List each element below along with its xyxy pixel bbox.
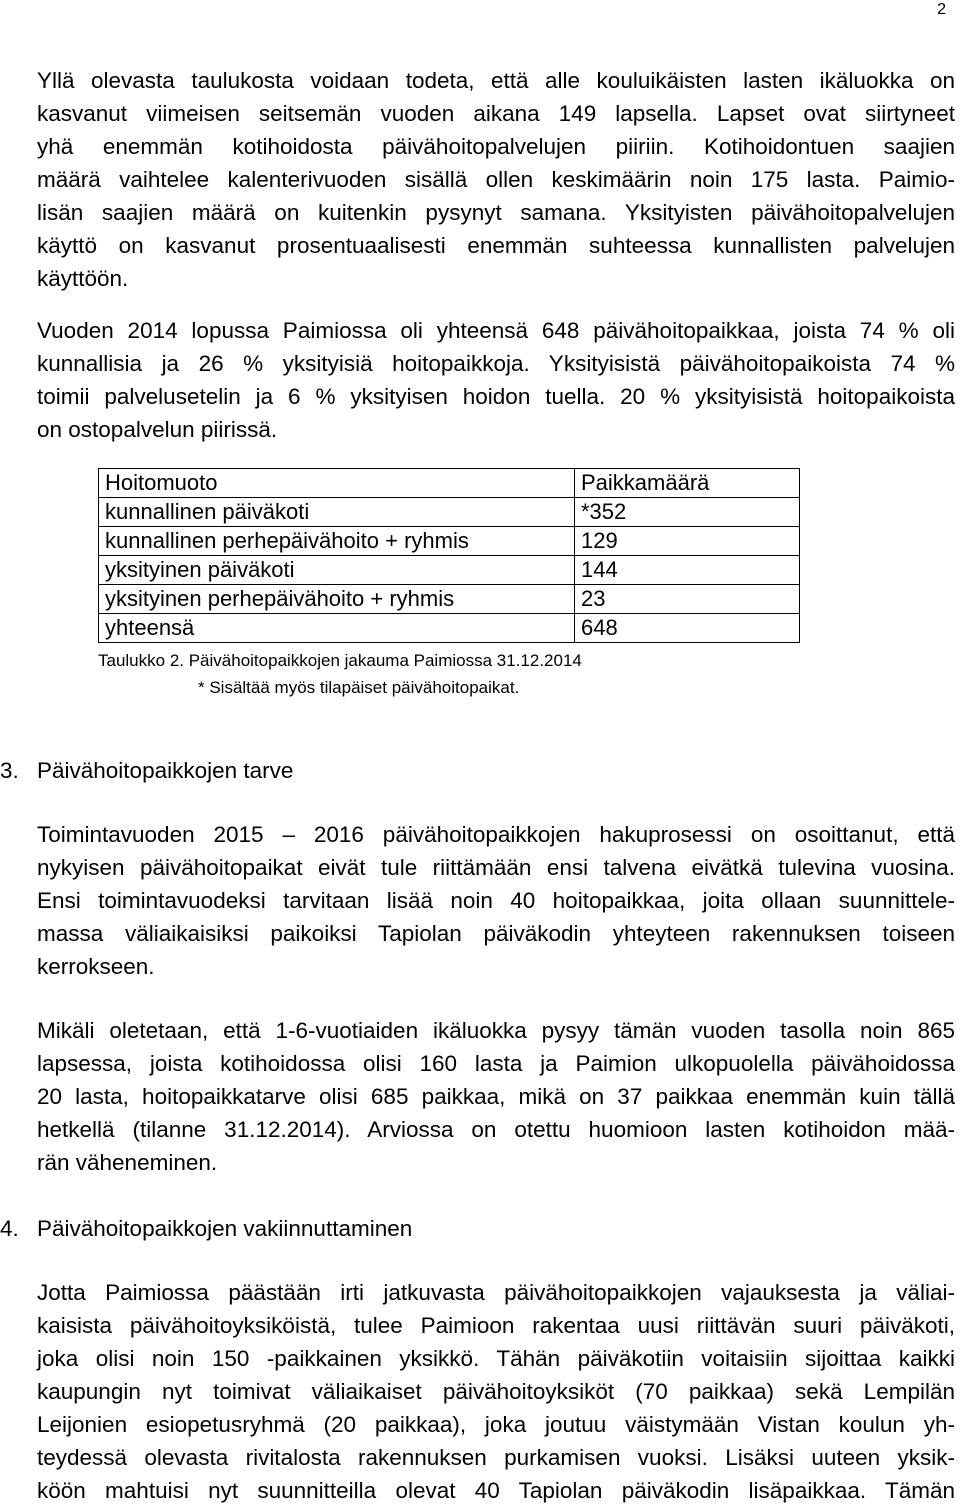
text-line: käyttö on kasvanut prosentuaalisesti enemmän suhteessa kunnallisten palvelujen — [37, 233, 955, 258]
table-row — [99, 527, 800, 556]
text-line: teydessä olevasta rivitalosta rakennuksen purkamisen vuoksi. Lisäksi uuteen yksik- — [37, 1445, 955, 1470]
text-line: kasvanut viimeisen seitsemän vuoden aikana 149 lapsella. Lapset ovat siirtyneet — [37, 101, 955, 126]
table-cell: yksityinen päiväkoti — [99, 556, 575, 585]
text-line: kaupungin nyt toimivat väliaikaiset päivähoitoyksiköt (70 paikkaa) sekä Lempilän — [37, 1379, 955, 1404]
table-cell: yhteensä — [99, 614, 575, 643]
text-line: joka olisi noin 150 -paikkainen yksikkö. Tähän päiväkotiin voitaisiin sijoittaa kaikki — [37, 1346, 955, 1371]
table-row — [99, 556, 800, 585]
section-title: Päivähoitopaikkojen vakiinnuttaminen — [37, 1216, 413, 1241]
table-row — [99, 585, 800, 614]
table-cell: 144 — [575, 556, 800, 585]
section-title: Päivähoitopaikkojen tarve — [37, 758, 294, 783]
table-cell: 23 — [575, 585, 800, 614]
table-row — [99, 498, 800, 527]
table-header-row — [99, 469, 800, 498]
text-line: Jotta Paimiossa päästään irti jatkuvasta päivähoitopaikkojen vajauksesta ja väliai- — [37, 1280, 955, 1305]
text-line: Toimintavuoden 2015 – 2016 päivähoitopaikkojen hakuprosessi on osoittanut, että — [37, 822, 955, 847]
paragraph-1 — [37, 64, 955, 295]
daycare-places-table — [98, 468, 800, 643]
text-line: köön mahtuisi nyt suunnitteilla olevat 40 Tapiolan päiväkodin lisäpaikkaa. Tämän — [37, 1478, 955, 1503]
text-line: kunnallisia ja 26 % yksityisiä hoitopaikkoja. Yksityisistä päivähoitopaikoista 74 % — [37, 351, 955, 376]
table-caption: Taulukko 2. Päivähoitopaikkojen jakauma Paimiossa 31.12.2014 — [98, 651, 582, 670]
table-cell: yksityinen perhepäivähoito + ryhmis — [99, 585, 575, 614]
table-cell: 129 — [575, 527, 800, 556]
text-line: kerrokseen. — [37, 954, 155, 979]
text-line: käyttöön. — [37, 266, 129, 291]
text-line: nykyisen päivähoitopaikat eivät tule riittämään ensi talvena eivätkä tulevina vuosina. — [37, 855, 955, 880]
section-number: 3. — [0, 758, 19, 783]
paragraph-3 — [37, 818, 955, 983]
table-row — [99, 614, 800, 643]
table-cell: kunnallinen päiväkoti — [99, 498, 575, 527]
text-line: kaisista päivähoitoyksiköistä, tulee Paimioon rakentaa uusi riittävän suuri päiväkoti, — [37, 1313, 955, 1338]
text-line: hetkellä (tilanne 31.12.2014). Arviossa on otettu huomioon lasten kotihoidon mää- — [37, 1117, 955, 1142]
table-header: Paikkamäärä — [575, 469, 800, 498]
text-line: massa väliaikaisiksi paikoiksi Tapiolan päiväkodin yhteyteen rakennuksen toiseen — [37, 921, 955, 946]
text-line: lapsessa, joista kotihoidossa olisi 160 lasta ja Paimion ulkopuolella päivähoidossa — [37, 1051, 955, 1076]
table-cell: *352 — [575, 498, 800, 527]
text-line: rän väheneminen. — [37, 1150, 218, 1175]
text-line: 20 lasta, hoitopaikkatarve olisi 685 paikkaa, mikä on 37 paikkaa enemmän kuin tällä — [37, 1084, 955, 1109]
text-line: toimii palvelusetelin ja 6 % yksityisen hoidon tuella. 20 % yksityisistä hoitopaikoista — [37, 384, 955, 409]
paragraph-5 — [37, 1276, 955, 1507]
text-line: Leijonien esiopetusryhmä (20 paikkaa), joka joutuu väistymään Vistan koulun yh- — [37, 1412, 955, 1437]
text-line: määrä vaihtelee kalenterivuoden sisällä ollen keskimäärin noin 175 lasta. Paimio- — [37, 167, 955, 192]
page-number: 2 — [937, 1, 946, 18]
text-line: Vuoden 2014 lopussa Paimiossa oli yhteensä 648 päivähoitopaikkaa, joista 74 % oli — [37, 318, 955, 343]
section-number: 4. — [0, 1216, 19, 1241]
text-line: Yllä olevasta taulukosta voidaan todeta, että alle kouluikäisten lasten ikäluokka on — [37, 68, 955, 93]
paragraph-4 — [37, 1014, 955, 1179]
paragraph-2 — [37, 314, 955, 446]
table-header: Hoitomuoto — [99, 469, 575, 498]
table-cell: kunnallinen perhepäivähoito + ryhmis — [99, 527, 575, 556]
text-line: Mikäli oletetaan, että 1-6-vuotiaiden ikäluokka pysyy tämän vuoden tasolla noin 865 — [37, 1018, 955, 1043]
table-footnote: * Sisältää myös tilapäiset päivähoitopaikat. — [198, 678, 520, 697]
text-line: on ostopalvelun piirissä. — [37, 417, 278, 442]
text-line: Ensi toimintavuodeksi tarvitaan lisää noin 40 hoitopaikkaa, joita ollaan suunnittele- — [37, 888, 955, 913]
text-line: lisän saajien määrä on kuitenkin pysynyt samana. Yksityisten päivähoitopalvelujen — [37, 200, 955, 225]
text-line: yhä enemmän kotihoidosta päivähoitopalvelujen piiriin. Kotihoidontuen saajien — [37, 134, 955, 159]
table-cell: 648 — [575, 614, 800, 643]
